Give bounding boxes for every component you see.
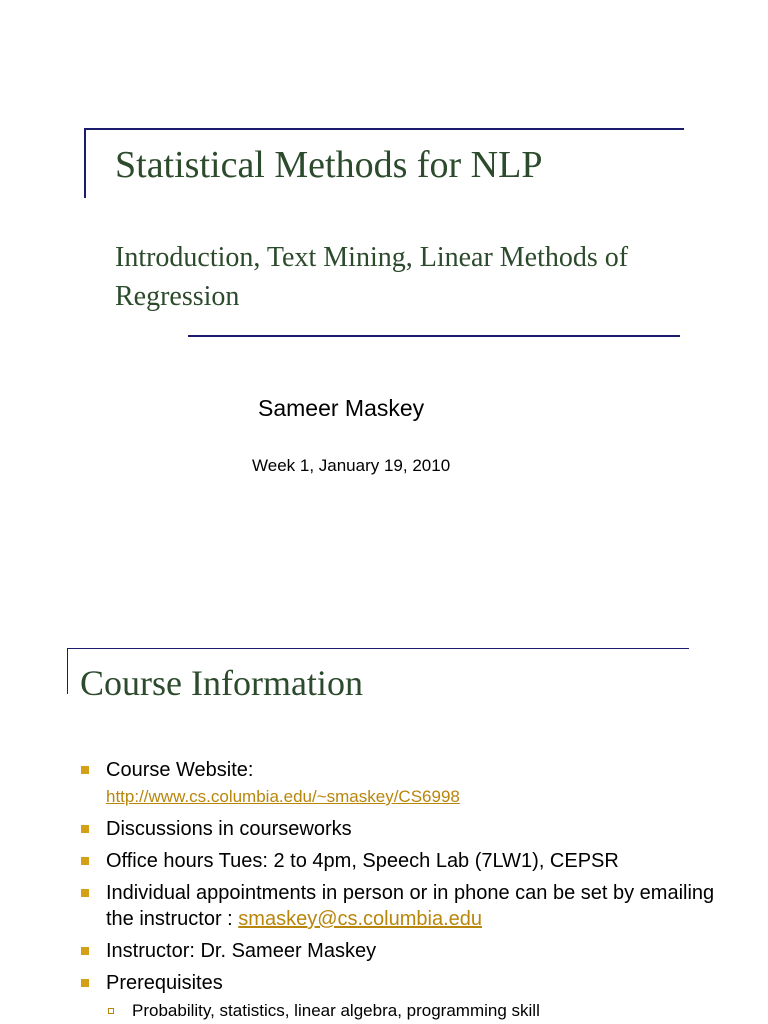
slide-title-heading: Statistical Methods for NLP xyxy=(115,144,543,186)
list-item-instructor xyxy=(80,938,740,964)
instructor-text: Instructor: Dr. Sameer Maskey xyxy=(106,940,377,962)
website-label: Course Website: xyxy=(106,759,254,781)
title-frame-top xyxy=(84,128,684,130)
list-item-office-hours xyxy=(80,848,740,874)
list-item-appointments xyxy=(80,880,740,932)
bullet-square-icon xyxy=(81,947,89,955)
bullet-square-icon xyxy=(81,857,89,865)
office-hours-text: Office hours Tues: 2 to 4pm, Speech Lab (7LW1), CEPSR xyxy=(106,850,619,872)
subtitle-underline xyxy=(188,335,680,337)
prerequisites-text: Prerequisites xyxy=(106,972,223,994)
bullet-square-icon xyxy=(81,979,89,987)
page-title: Course Information xyxy=(80,663,363,703)
appointments-text: Individual appointments in person or in phone can be set by emailing the instructor : xyxy=(106,882,715,930)
slide-subtitle: Introduction, Text Mining, Linear Methods of Regression xyxy=(115,242,629,312)
bullet-square-icon xyxy=(81,889,89,897)
hollow-square-bullet-icon xyxy=(108,1008,114,1014)
title-frame-vertical xyxy=(84,128,86,198)
prereq-detail-text: Probability, statistics, linear algebra, programming skill xyxy=(132,1001,540,1020)
heading-frame-top xyxy=(67,648,689,649)
bullet-list xyxy=(80,757,740,1022)
list-item-website xyxy=(80,757,740,810)
heading-frame-vertical xyxy=(67,648,68,694)
author-name: Sameer Maskey xyxy=(258,395,425,421)
list-item-prereq-detail xyxy=(80,1000,740,1022)
instructor-email-link[interactable]: smaskey@cs.columbia.edu xyxy=(238,908,483,930)
bullet-square-icon xyxy=(81,825,89,833)
bullet-square-icon xyxy=(81,766,89,774)
slide-course-information xyxy=(0,600,768,1024)
list-item-discussions xyxy=(80,816,740,842)
course-website-link[interactable]: http://www.cs.columbia.edu/~smaskey/CS6998 xyxy=(106,787,460,806)
discussions-text: Discussions in courseworks xyxy=(106,818,352,840)
list-item-prerequisites xyxy=(80,970,740,996)
lecture-date: Week 1, January 19, 2010 xyxy=(252,456,451,475)
